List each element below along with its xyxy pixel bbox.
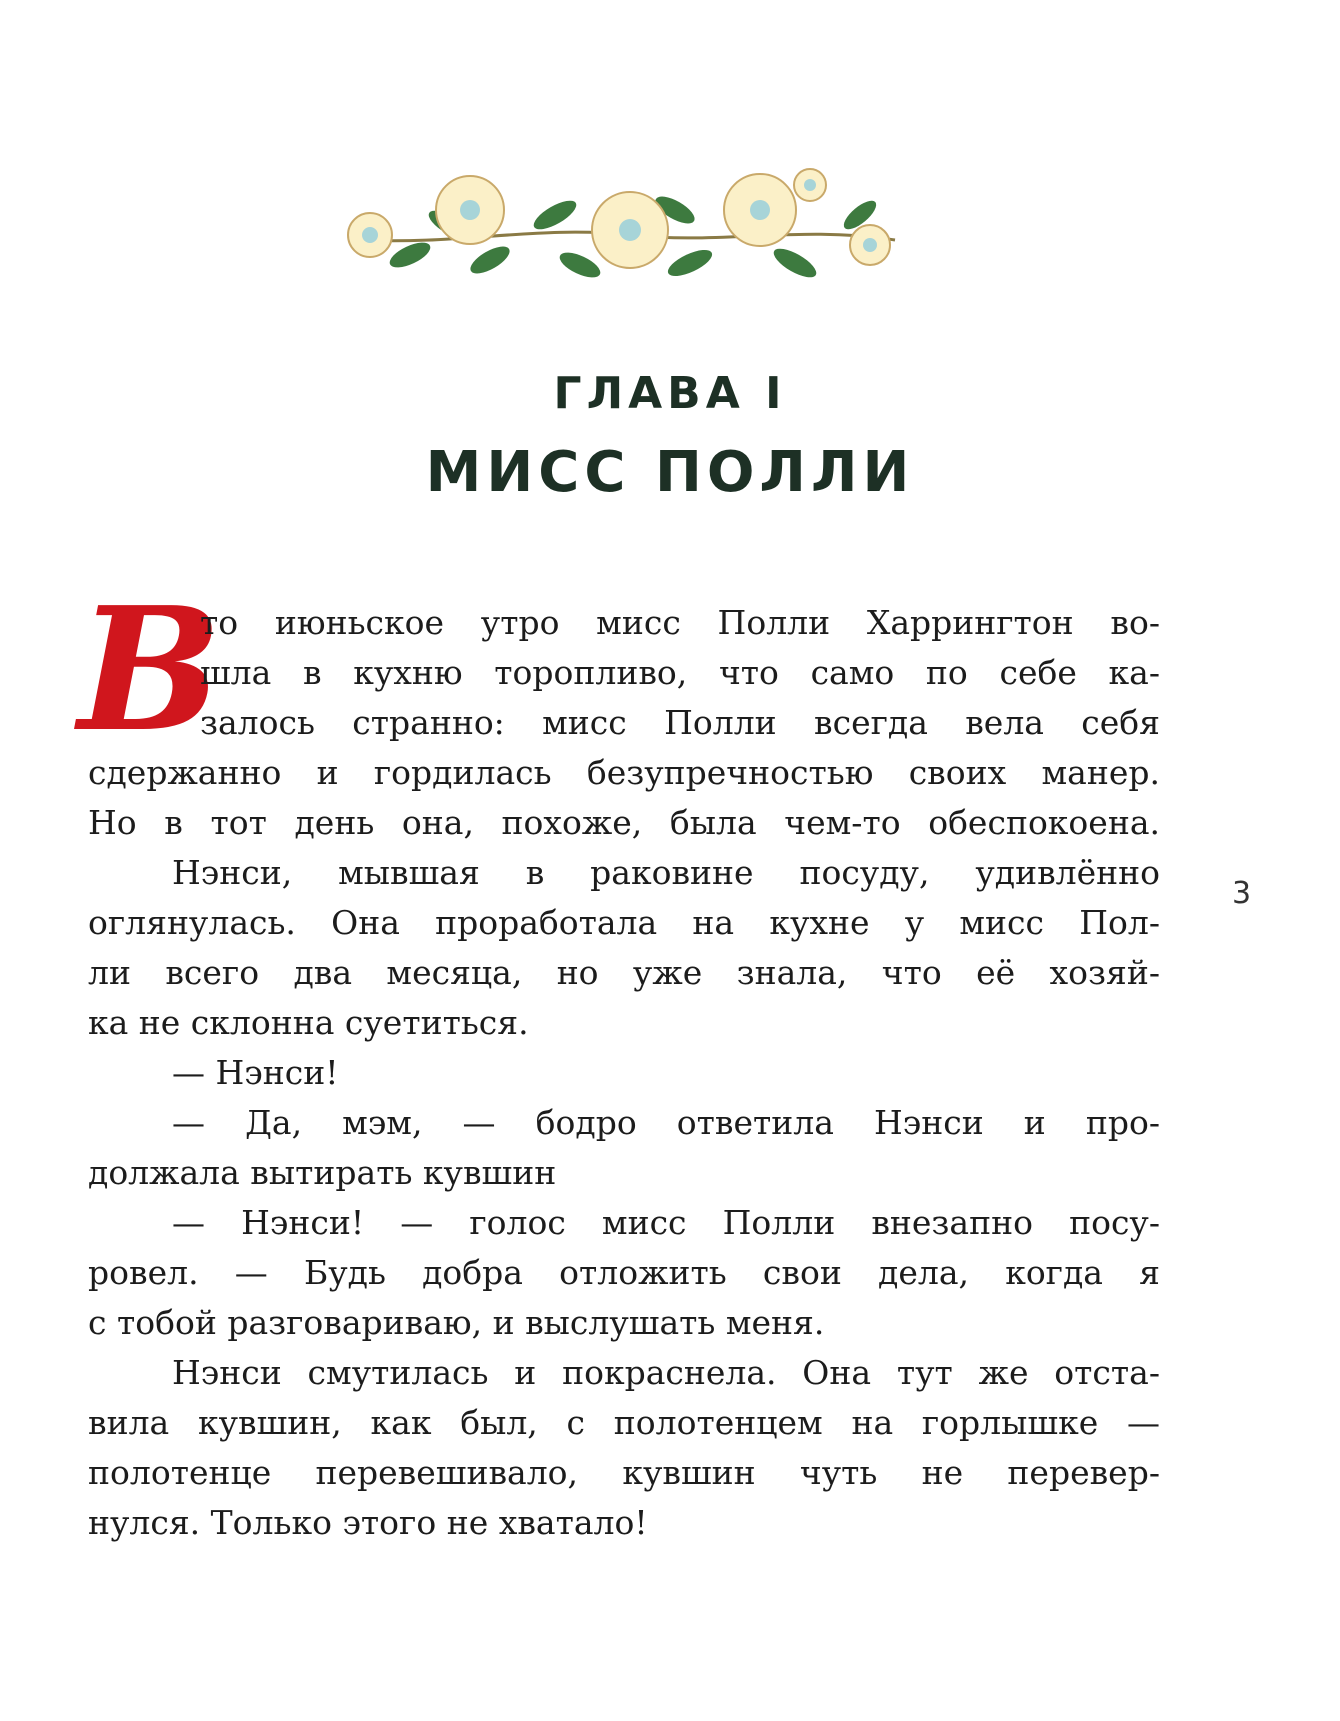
text-line: оглянулась. Она проработала на кухне у мисс Пол- (88, 903, 1160, 942)
text-line: ка не склонна суетиться. (88, 1003, 529, 1042)
text-line: вила кувшин, как был, с полотенцем на горлышке — (88, 1403, 1160, 1442)
page-number: 3 (1232, 876, 1252, 911)
chapter-title: МИСС ПОЛЛИ (425, 440, 915, 505)
drop-cap-letter: В (78, 570, 222, 770)
chapter-number: ГЛАВА I (553, 368, 787, 419)
text-line: сдержанно и гордилась безупречностью своих манер. (88, 753, 1160, 792)
floral-garland-icon (340, 155, 910, 300)
text-line: залось странно: мисс Полли всегда вела себя (200, 703, 1160, 742)
text-line: шла в кухню торопливо, что само по себе ка- (200, 653, 1160, 692)
text-line: ли всего два месяца, но уже знала, что её хозяй- (88, 953, 1160, 992)
text-line: — Да, мэм, — бодро ответила Нэнси и про- (172, 1103, 1160, 1142)
text-line: — Нэнси! — голос мисс Полли внезапно посу- (172, 1203, 1160, 1242)
text-line: Нэнси, мывшая в раковине посуду, удивлённо (172, 853, 1160, 892)
text-line: должала вытирать кувшин (88, 1153, 557, 1192)
text-line: полотенце перевешивало, кувшин чуть не перевер- (88, 1453, 1160, 1492)
text-line: — Нэнси! (172, 1053, 339, 1092)
text-line: то июньское утро мисс Полли Харрингтон во- (200, 603, 1160, 642)
text-line: нулся. Только этого не хватало! (88, 1503, 648, 1542)
text-line: Но в тот день она, похоже, была чем-то обеспокоена. (88, 803, 1160, 842)
text-line: с тобой разговариваю, и выслушать меня. (88, 1303, 825, 1342)
body-text (88, 598, 1160, 1548)
text-line: ровел. — Будь добра отложить свои дела, когда я (88, 1253, 1160, 1292)
text-line: Нэнси смутилась и покраснела. Она тут же отста- (172, 1353, 1160, 1392)
